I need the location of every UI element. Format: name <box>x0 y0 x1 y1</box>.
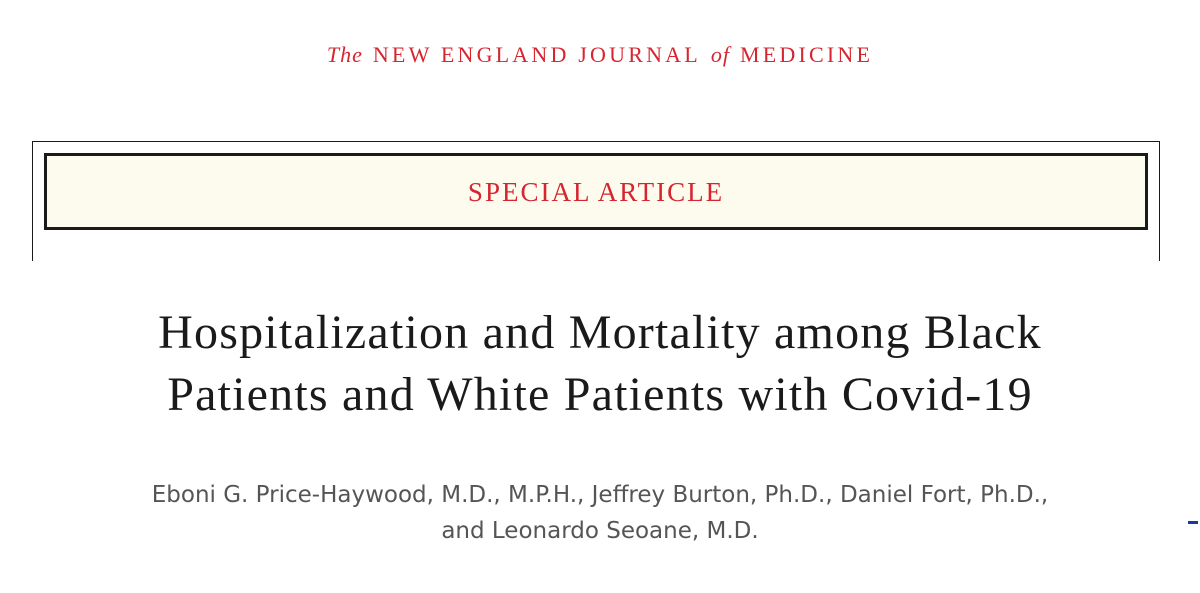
article-title-line-1: Hospitalization and Mortality among Black <box>158 306 1042 359</box>
masthead-of: of <box>710 42 731 67</box>
section-banner <box>44 153 1148 230</box>
masthead-the: The <box>326 42 363 67</box>
article-title-line-2: Patients and White Patients with Covid-19 <box>167 368 1033 421</box>
masthead-part1: NEW ENGLAND JOURNAL <box>372 42 701 67</box>
article-title <box>0 302 1200 426</box>
masthead-part2: MEDICINE <box>740 42 874 67</box>
section-label: SPECIAL ARTICLE <box>467 177 725 207</box>
author-list <box>0 477 1200 549</box>
author-line-1: Eboni G. Price-Haywood, M.D., M.P.H., Jeffrey Burton, Ph.D., Daniel Fort, Ph.D., <box>151 482 1049 508</box>
author-line-2: and Leonardo Seoane, M.D. <box>441 518 759 544</box>
edge-dot-mark: ▬ <box>1188 516 1198 527</box>
journal-masthead <box>0 42 1200 68</box>
